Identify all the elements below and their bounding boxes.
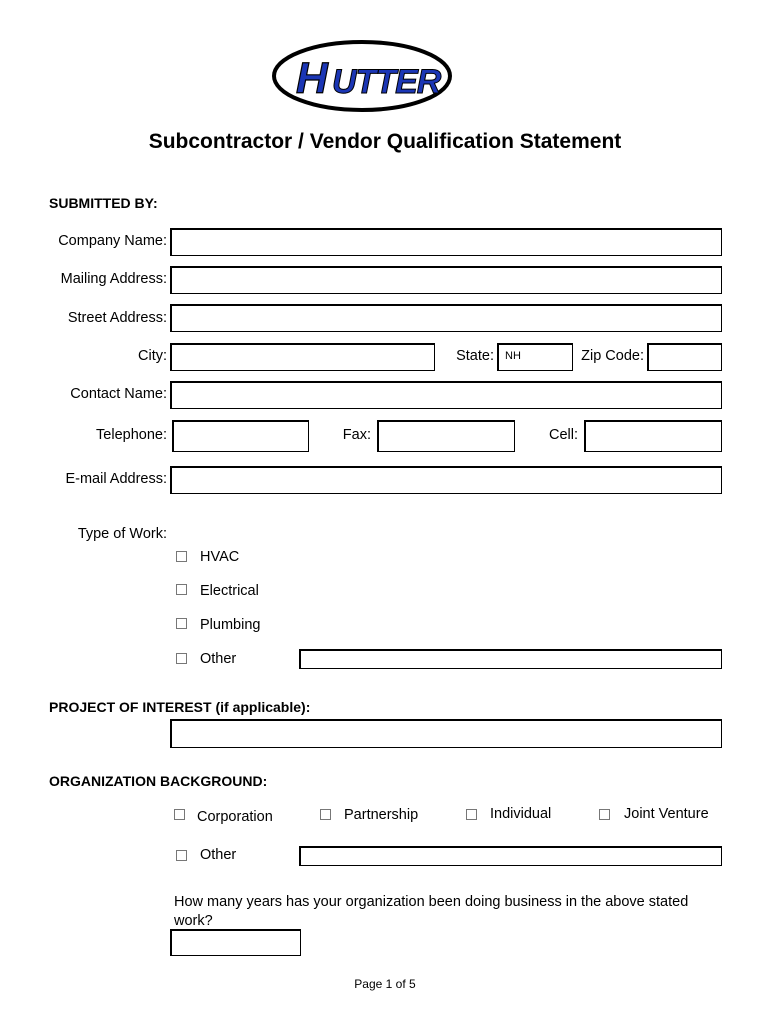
svg-text:H: H (296, 54, 327, 103)
hvac-option-label: HVAC (200, 549, 240, 565)
years-in-business-question-line-1: How many years has your organization been doing business in the above stated (174, 894, 689, 910)
fax-label: Fax: (342, 427, 371, 443)
other-organization-option-label: Other (200, 847, 237, 863)
joint-venture-option-label: Joint Venture (624, 806, 709, 822)
email-address-field[interactable] (170, 466, 722, 494)
page-title: Subcontractor / Vendor Qualification Statement (148, 130, 622, 153)
hvac-checkbox[interactable] (176, 551, 187, 562)
other-work-checkbox[interactable] (176, 653, 187, 664)
plumbing-option-label: Plumbing (200, 617, 261, 633)
type-of-work-label: Type of Work: (77, 526, 167, 542)
zip-code-field[interactable] (647, 343, 722, 371)
other-work-field[interactable] (299, 649, 722, 669)
years-in-business-field[interactable] (170, 929, 301, 956)
fax-field[interactable] (377, 420, 515, 452)
street-address-field[interactable] (170, 304, 722, 332)
city-label: City: (138, 348, 167, 364)
other-organization-checkbox[interactable] (176, 850, 187, 861)
organization-background-heading: ORGANIZATION BACKGROUND: (49, 773, 268, 789)
mailing-address-label: Mailing Address: (60, 271, 167, 287)
project-of-interest-heading: PROJECT OF INTEREST (if applicable): (49, 699, 311, 715)
page-number: Page 1 of 5 (354, 977, 416, 991)
mailing-address-field[interactable] (170, 266, 722, 294)
contact-name-field[interactable] (170, 381, 722, 409)
project-of-interest-field[interactable] (170, 719, 722, 748)
svg-text:UTTER: UTTER (332, 63, 441, 101)
company-name-field[interactable] (170, 228, 722, 256)
individual-option-label: Individual (490, 806, 552, 822)
electrical-option-label: Electrical (200, 583, 259, 599)
city-field[interactable] (170, 343, 435, 371)
street-address-label: Street Address: (67, 310, 167, 326)
individual-checkbox[interactable] (466, 809, 477, 820)
corporation-checkbox[interactable] (174, 809, 185, 820)
zip-code-label: Zip Code: (581, 348, 644, 364)
state-field[interactable]: NH (497, 343, 573, 371)
partnership-option-label: Partnership (344, 807, 419, 823)
submitted-by-heading: SUBMITTED BY: (49, 195, 158, 211)
years-in-business-question-line-2: work? (174, 913, 213, 929)
partnership-checkbox[interactable] (320, 809, 331, 820)
years-in-business-question (174, 893, 722, 931)
other-work-option-label: Other (200, 651, 237, 667)
state-label: State: (456, 348, 494, 364)
email-address-label: E-mail Address: (65, 471, 167, 487)
other-organization-field[interactable] (299, 846, 722, 866)
telephone-field[interactable] (172, 420, 309, 452)
electrical-checkbox[interactable] (176, 584, 187, 595)
joint-venture-checkbox[interactable] (599, 809, 610, 820)
company-name-label: Company Name: (58, 233, 167, 249)
telephone-label: Telephone: (96, 427, 167, 443)
plumbing-checkbox[interactable] (176, 618, 187, 629)
hutter-logo (270, 38, 500, 118)
contact-name-label: Contact Name: (70, 386, 167, 402)
corporation-option-label: Corporation (197, 809, 273, 825)
cell-label: Cell: (548, 427, 578, 443)
cell-field[interactable] (584, 420, 722, 452)
